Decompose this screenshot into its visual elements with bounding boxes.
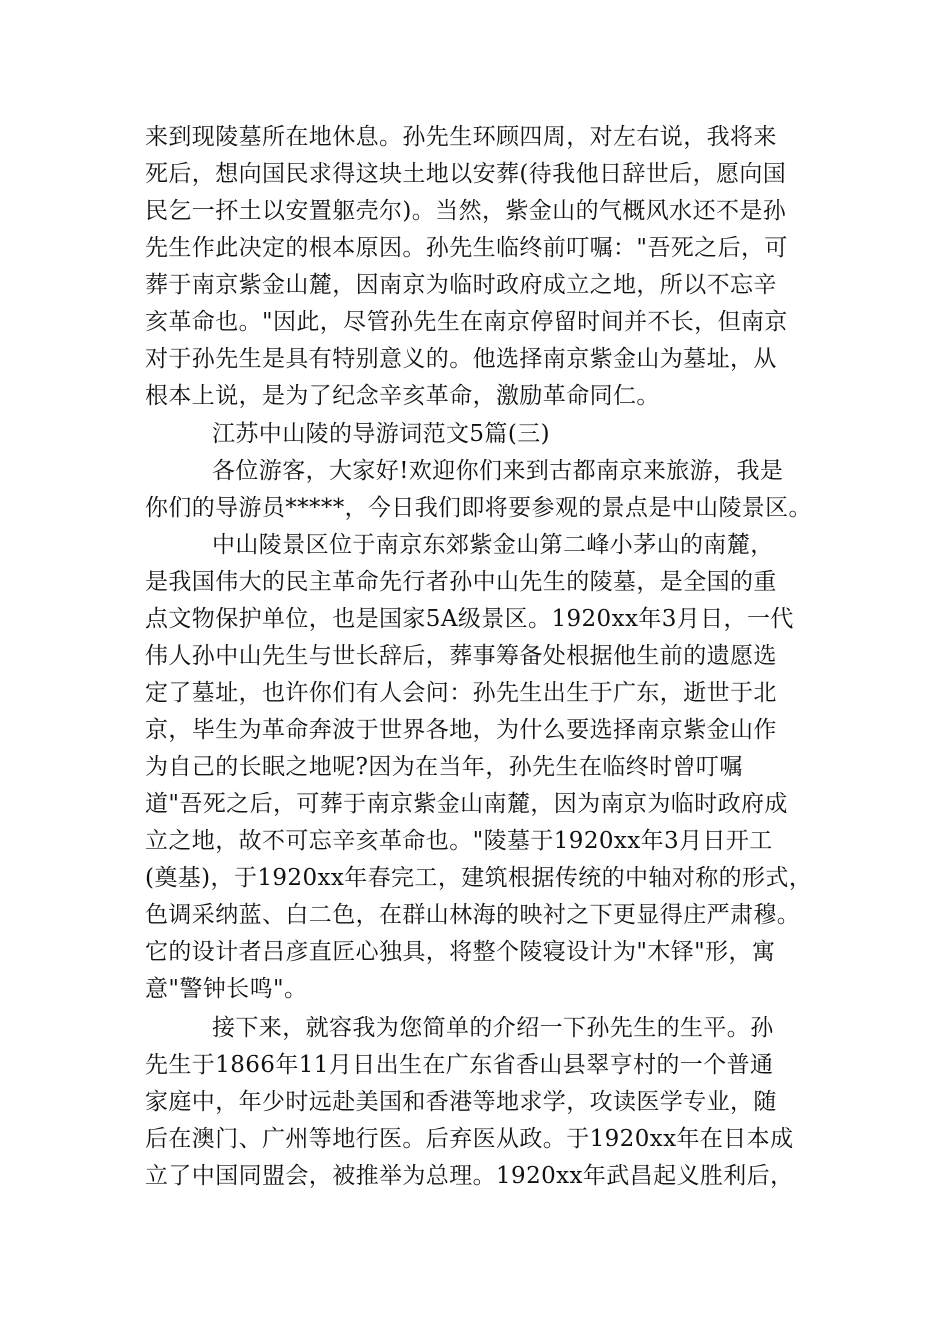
- text-line: 接下来，就容我为您简单的介绍一下孙先生的生平。孙: [212, 1015, 774, 1041]
- text-line: 你们的导游员*****，今日我们即将要参观的景点是中山陵景区。: [145, 495, 812, 521]
- text-line: 京，毕生为革命奔波于世界各地，为什么要选择南京紫金山作: [145, 717, 777, 743]
- section-heading: 江苏中山陵的导游词范文5篇(三): [212, 421, 550, 447]
- text-line: 葬于南京紫金山麓，因南京为临时政府成立之地，所以不忘辛: [145, 272, 777, 298]
- text-line: 来到现陵墓所在地休息。孙先生环顾四周，对左右说，我将来: [145, 124, 777, 150]
- text-line: 为自己的长眠之地呢?因为在当年，孙先生在临终时曾叮嘱: [145, 754, 743, 780]
- text-line: 死后，想向国民求得这块土地以安葬(待我他日辞世后，愿向国: [145, 161, 787, 187]
- text-line: 民乞一抔土以安置躯壳尔)。当然，紫金山的气概风水还不是孙: [145, 198, 787, 224]
- text-line: 先生作此决定的根本原因。孙先生临终前叮嘱："吾死之后，可: [145, 235, 788, 261]
- text-line: 亥革命也。"因此，尽管孙先生在南京停留时间并不长，但南京: [145, 309, 788, 335]
- text-line: 立之地，故不可忘辛亥革命也。"陵墓于1920xx年3月日开工: [145, 828, 773, 854]
- text-line: 点文物保护单位，也是国家5A级景区。1920xx年3月日，一代: [145, 606, 794, 632]
- text-line: 中山陵景区位于南京东郊紫金山第二峰小茅山的南麓，: [212, 532, 774, 558]
- text-line: 定了墓址，也许你们有人会问：孙先生出生于广东，逝世于北: [145, 680, 777, 706]
- text-line: 伟人孙中山先生与世长辞后，葬事筹备处根据他生前的遗愿选: [145, 643, 777, 669]
- text-line: 立了中国同盟会，被推举为总理。1920xx年武昌起义胜利后，: [145, 1163, 794, 1189]
- text-line: 各位游客，大家好!欢迎你们来到古都南京来旅游，我是: [212, 458, 784, 484]
- text-line: 色调采纳蓝、白二色，在群山林海的映衬之下更显得庄严肃穆。: [145, 902, 801, 928]
- text-line: 是我国伟大的民主革命先行者孙中山先生的陵墓，是全国的重: [145, 569, 777, 595]
- text-line: 家庭中，年少时远赴美国和香港等地求学，攻读医学专业，随: [145, 1089, 777, 1115]
- text-line: 后在澳门、广州等地行医。后弃医从政。于1920xx年在日本成: [145, 1126, 794, 1152]
- text-line: 它的设计者吕彦直匠心独具，将整个陵寝设计为"木铎"形，寓: [145, 939, 776, 965]
- text-line: 先生于1866年11月日出生在广东省香山县翠亨村的一个普通: [145, 1052, 774, 1078]
- text-line: 根本上说，是为了纪念辛亥革命，激励革命同仁。: [145, 383, 660, 409]
- text-line: 对于孙先生是具有特别意义的。他选择南京紫金山为墓址，从: [145, 346, 777, 372]
- text-line: 道"吾死之后，可葬于南京紫金山南麓，因为南京为临时政府成: [145, 791, 788, 817]
- text-line: (奠基)，于1920xx年春完工，建筑根据传统的中轴对称的形式，: [145, 865, 813, 891]
- text-line: 意"警钟长鸣"。: [145, 976, 308, 1002]
